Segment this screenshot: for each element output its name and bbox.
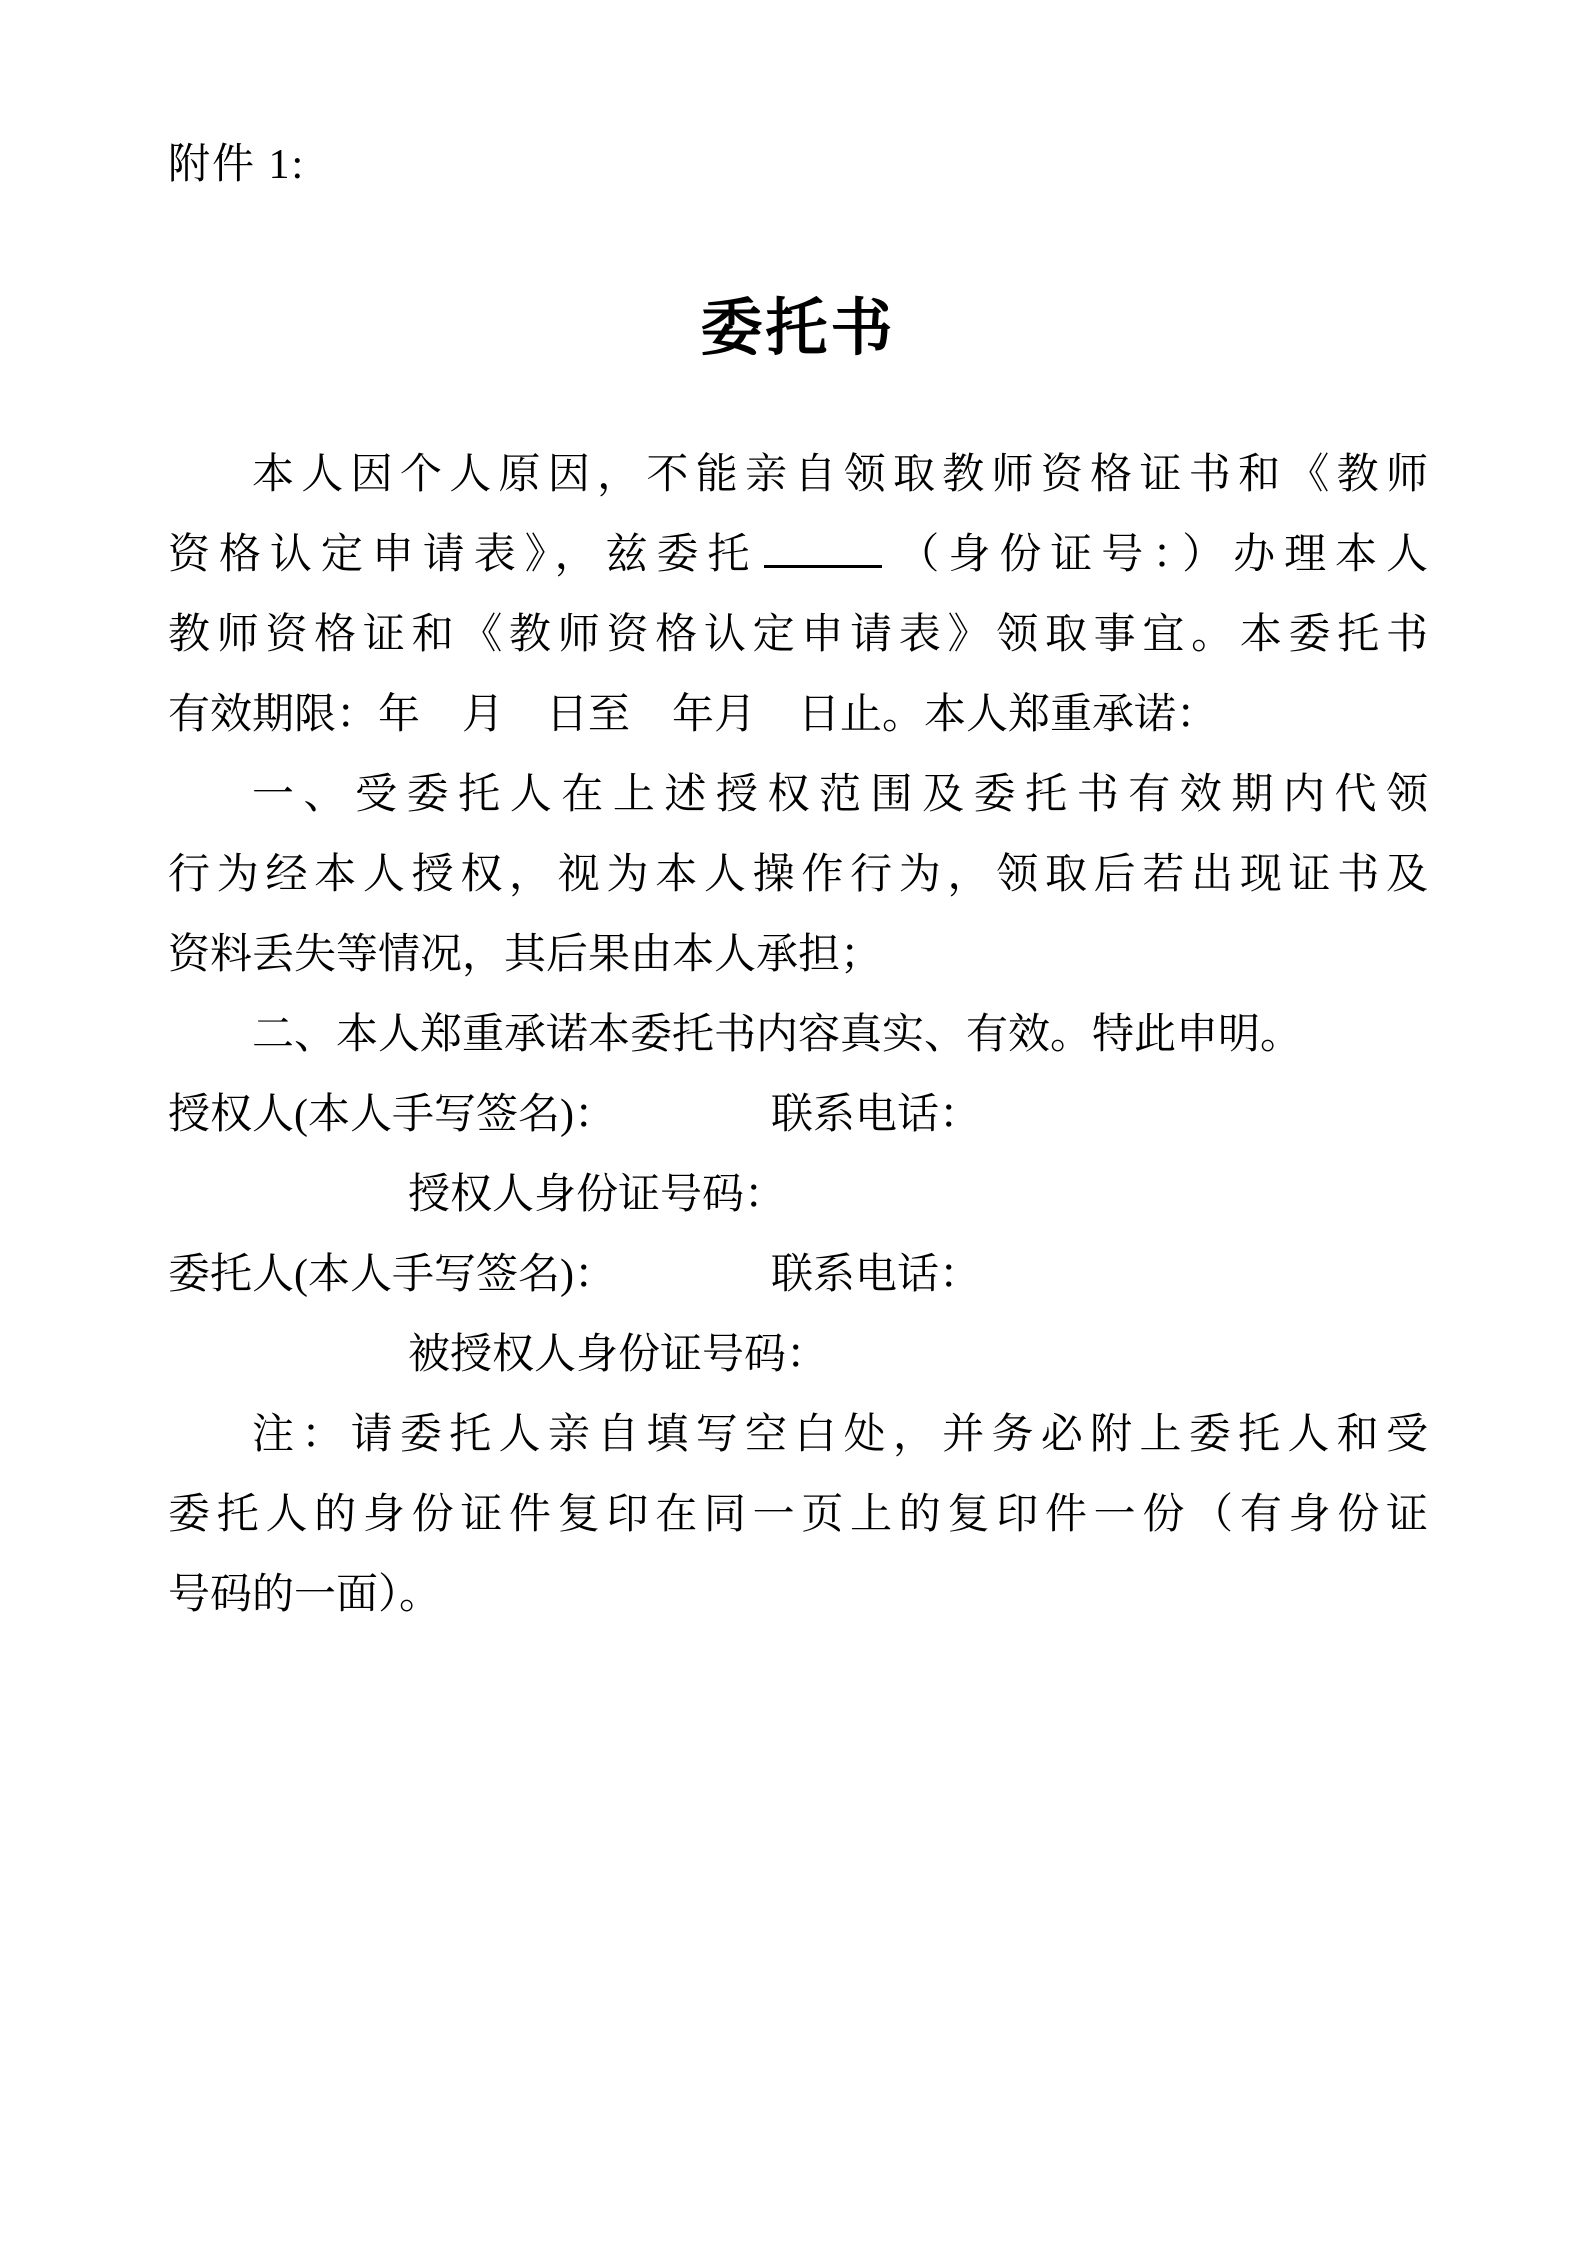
document-content [168, 140, 1428, 1635]
document-body [168, 435, 1428, 1635]
delegate-name-blank [764, 526, 882, 568]
authorizer-id-line: 授权人身份证号码： [408, 1172, 787, 1218]
note-line2: 委托人的身份证件复印在同一页上的复印件一份（有身份证 [168, 1492, 1428, 1538]
note-line1: 注：请委托人亲自填写空白处，并务必附上委托人和受 [252, 1412, 1428, 1458]
clause1-line3: 资料丢失等情况，其后果由本人承担； [168, 932, 883, 978]
paragraph1-line2-before-blank: 资格认定申请表》，兹委托 [168, 532, 759, 578]
delegate-signature-line [168, 1235, 1428, 1315]
delegate-id-line: 被授权人身份证号码： [408, 1332, 829, 1378]
authorizer-sign-label: 授权人(本人手写签名)： [168, 1092, 616, 1138]
authorizer-signature-line [168, 1075, 1428, 1155]
paragraph1-line4: 有效期限：年 月 日至 年月 日止。本人郑重承诺： [168, 692, 1219, 738]
authorizer-phone-label: 联系电话： [770, 1092, 981, 1138]
paragraph1-line1: 本人因个人原因，不能亲自领取教师资格证书和《教师 [252, 452, 1428, 498]
clause1-line2: 行为经本人授权，视为本人操作行为，领取后若出现证书及 [168, 852, 1428, 898]
paragraph1-line2 [168, 515, 1428, 595]
clause2-line1: 二、本人郑重承诺本委托书内容真实、有效。特此申明。 [252, 1012, 1303, 1058]
document-title: 委托书 [700, 294, 896, 363]
delegate-phone-label: 联系电话： [770, 1252, 981, 1298]
paragraph1-line3: 教师资格证和《教师资格认定申请表》领取事宜。本委托书 [168, 612, 1428, 658]
note-line3: 号码的一面）。 [168, 1572, 442, 1618]
attachment-label: 附件 1: [168, 142, 306, 188]
paragraph1-line2-after-blank: （身份证号：）办理本人 [888, 532, 1428, 578]
delegate-sign-label: 委托人(本人手写签名)： [168, 1252, 616, 1298]
clause1-line1: 一、受委托人在上述授权范围及委托书有效期内代领 [252, 772, 1428, 818]
